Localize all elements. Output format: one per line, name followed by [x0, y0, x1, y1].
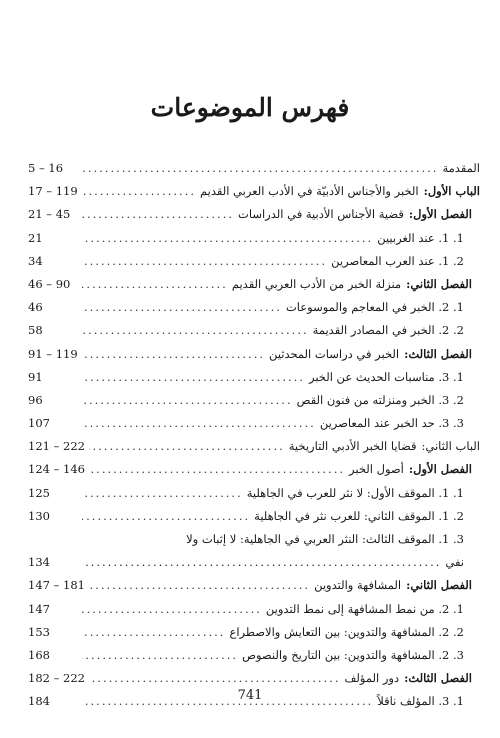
toc-entry: [28, 667, 480, 690]
entry-pages: 124 – 146: [28, 462, 85, 477]
entry-text: قضايا الخبر الأدبي التاريخية: [288, 439, 417, 454]
entry-text: 2. 3. الخبر ومنزلته من فنون القص: [296, 392, 464, 407]
entry-pages: 107: [28, 416, 50, 431]
entry-text: 2. 1. الموقف الثاني: للعرب نثر في الجاهلية: [254, 508, 464, 523]
entry-pages: 168: [28, 647, 50, 662]
entry-label: الفصل الثاني:: [406, 578, 472, 593]
page-number: 741: [237, 688, 263, 703]
entry-text: 1. 3. المؤلف ناقلاً: [377, 694, 464, 709]
toc-entry: [28, 157, 480, 180]
toc-entry: [28, 250, 480, 273]
entry-label: الفصل الأول:: [408, 462, 472, 477]
entry-pages: 130: [28, 508, 50, 523]
toc-entry: [28, 389, 480, 412]
toc-entry: [28, 180, 480, 203]
toc-entry: [28, 598, 480, 621]
entry-pages: 46 – 90: [28, 276, 71, 291]
entry-text: 3. 1. الموقف الثالث: النثر العربي في الجاهلية: لا إثبات ولا: [186, 532, 464, 546]
entry-text: 1. 2. من نمط المشافهة إلى نمط التدوين: [265, 601, 464, 616]
entry-label: الفصل الأول:: [408, 207, 472, 222]
entry-text: المقدمة: [442, 161, 480, 175]
entry-text: 1. 3. مناسبات الحديث عن الخبر: [308, 369, 464, 384]
entry-pages: 21: [28, 230, 43, 245]
entry-text-continued: نفي: [445, 555, 464, 570]
entry-text: قضية الأجناس الأدبية في الدراسات: [238, 207, 404, 222]
toc-entry: [28, 273, 480, 296]
entry-text: 1. 1. الموقف الأول: لا نثر للعرب في الجاهلية: [246, 485, 464, 500]
entry-pages: 184: [28, 694, 50, 709]
entry-text: 2. 2. المشافهة والتدوين: بين التعايش والاصطراع: [229, 624, 464, 639]
entry-pages: 91 – 119: [28, 346, 78, 361]
entry-pages: 5 – 16: [28, 161, 64, 175]
entry-label: الفصل الثاني:: [406, 276, 472, 291]
entry-pages: 153: [28, 624, 50, 639]
entry-pages: 134: [28, 555, 50, 570]
toc-entry: [28, 458, 480, 481]
entry-pages: 147: [28, 601, 50, 616]
entry-label: الباب الأول:: [423, 184, 480, 199]
toc-entry: [28, 227, 480, 250]
entry-pages: 96: [28, 392, 43, 407]
toc-entry: [28, 366, 480, 389]
entry-text: دور المؤلف: [344, 671, 400, 686]
entry-text: 2. 2. الخبر في المصادر القديمة: [312, 323, 464, 338]
entry-label: الفصل الثالث:: [404, 671, 472, 686]
toc-entry: [28, 412, 480, 435]
entry-pages: 147 – 181: [28, 578, 85, 593]
toc-entry: [28, 319, 480, 342]
toc-entry: [28, 528, 480, 551]
entry-pages: 121 – 222: [28, 439, 85, 454]
entry-text: 1. 1. عند الغربيين: [377, 230, 464, 245]
entry-pages: 21 – 45: [28, 207, 71, 222]
entry-text: المشافهة والتدوين: [314, 578, 402, 593]
entry-text: الخبر والأجناس الأدبيّة في الأدب العربي القديم: [199, 184, 419, 199]
entry-pages: 58: [28, 323, 43, 338]
entry-label: الفصل الثالث:: [404, 346, 472, 361]
entry-pages: 17 – 119: [28, 184, 78, 199]
toc-entry: [28, 203, 480, 226]
toc-entry: [28, 644, 480, 667]
toc-entry: [28, 482, 480, 505]
entry-pages: 34: [28, 253, 43, 268]
toc-entry: [28, 621, 480, 644]
entry-text: منزلة الخبر من الأدب العربي القديم: [231, 276, 402, 291]
page-title: فهرس الموضوعات: [150, 93, 350, 122]
entry-text: 3. 3. حد الخبر عند المعاصرين: [319, 416, 464, 431]
toc-entry: [28, 435, 480, 458]
toc-entry: [28, 296, 480, 319]
toc-entry: [28, 343, 480, 366]
entry-text: 2. 1. عند العرب المعاصرين: [331, 253, 464, 268]
entry-pages: 182 – 222: [28, 671, 85, 686]
entry-pages: 125: [28, 485, 50, 500]
entry-text: 1. 2. الخبر في المعاجم والموسوعات: [285, 300, 464, 315]
entry-text: 3. 2. المشافهة والتدوين: بين التاريخ والنصوص: [242, 647, 464, 662]
entry-text: أصول الخبر: [349, 462, 404, 477]
entry-pages: 91: [28, 369, 43, 384]
toc-entry-continuation: [28, 551, 480, 574]
toc-entry: [28, 574, 480, 597]
entry-label: الباب الثاني:: [421, 439, 480, 454]
table-of-contents: [28, 157, 480, 714]
entry-pages: 46: [28, 300, 43, 315]
toc-entry: [28, 505, 480, 528]
entry-text: الخبر في دراسات المحدثين: [269, 346, 400, 361]
